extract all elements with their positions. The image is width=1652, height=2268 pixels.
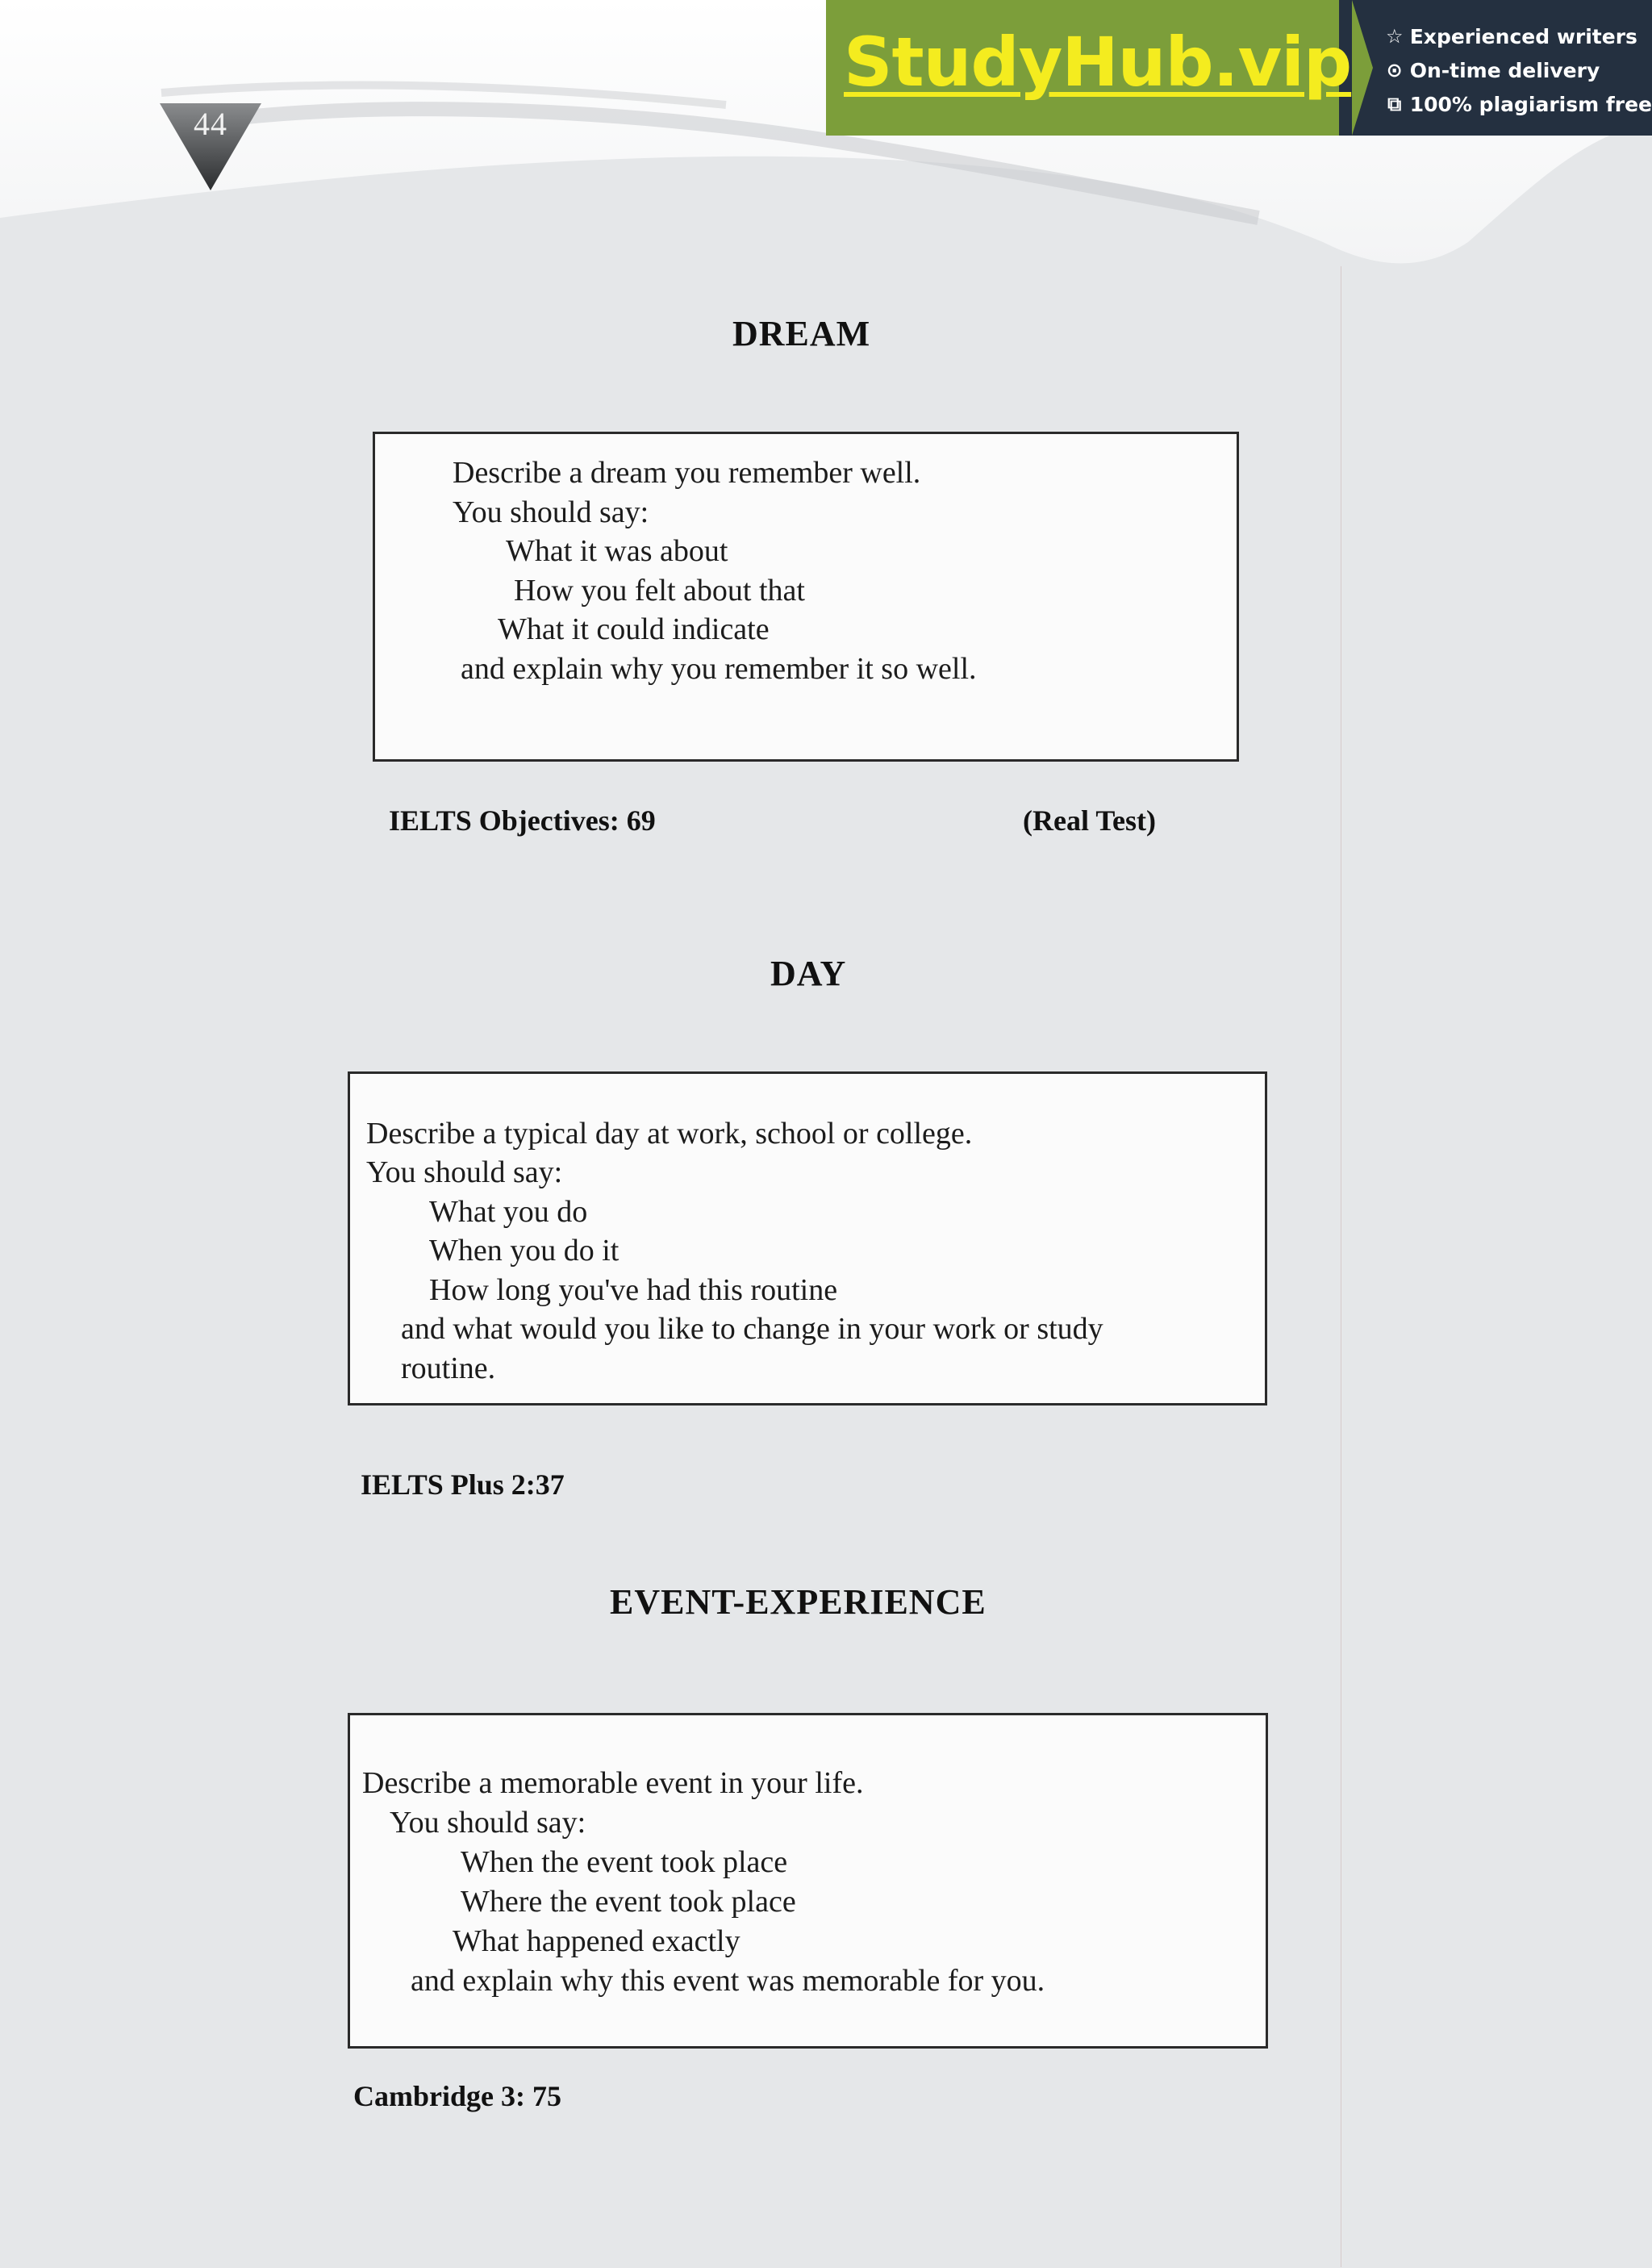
source-reference: IELTS Objectives: 69: [389, 804, 656, 837]
ad-logo-panel[interactable]: [826, 0, 1352, 136]
cue-card-line: When you do it: [429, 1234, 620, 1268]
ad-banner[interactable]: [826, 0, 1652, 136]
cue-card-line: and explain why you remember it so well.: [461, 652, 977, 686]
cue-card-line: What happened exactly: [453, 1924, 740, 1958]
section-title-event-experience: EVENT-EXPERIENCE: [610, 1582, 987, 1622]
cue-card-line: When the event took place: [461, 1845, 788, 1879]
ad-feature-label: On-time delivery: [1409, 58, 1600, 82]
cue-card-line: Describe a typical day at work, school or college.: [366, 1117, 973, 1151]
cue-card-line: What it was about: [506, 534, 728, 568]
cue-card-line: You should say:: [390, 1806, 586, 1840]
cue-card-line: How you felt about that: [514, 574, 805, 608]
cue-card-line: Where the event took place: [461, 1885, 796, 1919]
source-reference: Cambridge 3: 75: [353, 2080, 561, 2112]
cue-card-line: Describe a memorable event in your life.: [362, 1766, 864, 1800]
cue-card-line: and explain why this event was memorable for you.: [411, 1964, 1045, 1998]
section-title-dream: DREAM: [732, 314, 871, 353]
ad-features-panel: [1339, 0, 1652, 136]
ad-feature-label: 100% plagiarism free: [1409, 92, 1652, 116]
ad-feature: [1384, 87, 1652, 121]
page-number: 44: [194, 106, 227, 142]
star-icon: ☆: [1385, 25, 1404, 48]
ad-feature: [1384, 53, 1652, 87]
document-copy-icon: ⧉: [1387, 93, 1402, 115]
cue-card-line: How long you've had this routine: [429, 1273, 838, 1307]
section-title-day: DAY: [770, 954, 847, 993]
ad-feature-label: Experienced writers: [1409, 24, 1637, 48]
cue-card-line: and what would you like to change in your work or study: [401, 1312, 1103, 1346]
cue-card-line: What it could indicate: [498, 612, 770, 646]
cue-card-line: Describe a dream you remember well.: [453, 456, 921, 490]
source-reference: IELTS Plus 2:37: [361, 1468, 565, 1501]
clock-icon: ⊙: [1386, 59, 1403, 81]
cue-card-line: You should say:: [366, 1155, 563, 1189]
source-note: (Real Test): [1023, 804, 1156, 837]
cue-card-line: You should say:: [453, 495, 649, 529]
cue-card-event-experience: [348, 1713, 1268, 2049]
ad-logo[interactable]: StudyHub.vip: [844, 23, 1352, 102]
ad-arrow-shape: [1352, 0, 1373, 136]
ad-feature: [1384, 19, 1652, 53]
cue-card-line: What you do: [429, 1195, 588, 1229]
cue-card-line: routine.: [401, 1351, 496, 1385]
